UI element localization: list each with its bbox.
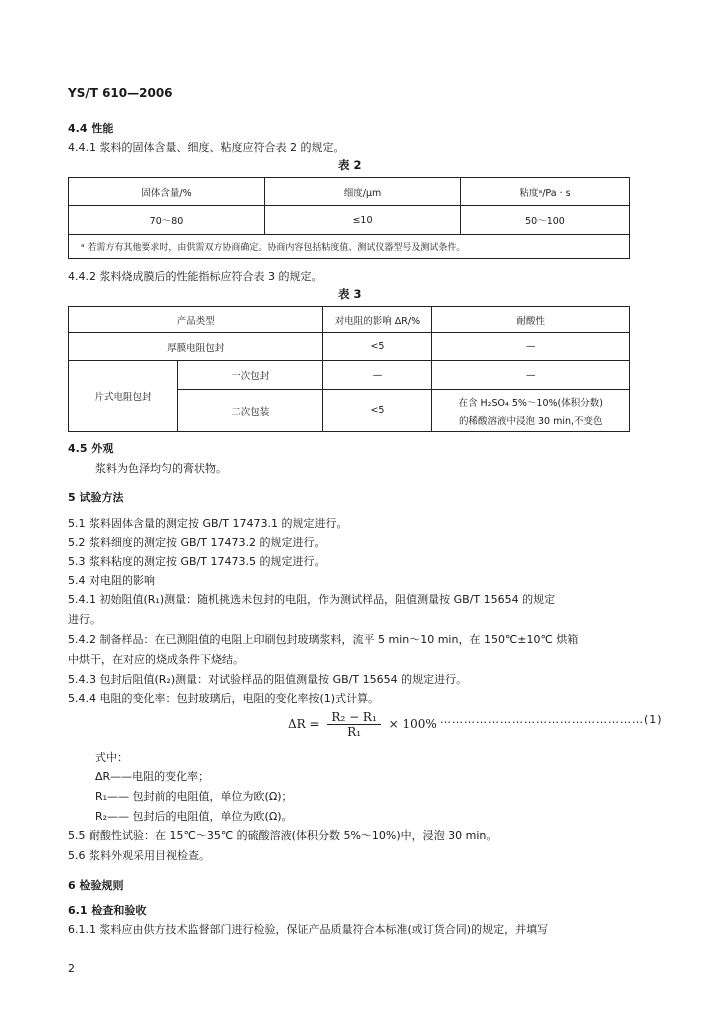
clause-5-3: 5.3 浆料粘度的测定按 GB/T 17473.5 的规定进行。 (68, 555, 326, 568)
t3-header-dr: 对电阻的影响 ΔR/% (323, 307, 432, 333)
t3-row3-dr: <5 (323, 390, 432, 432)
t3-row3-sub: 二次包装 (178, 390, 323, 432)
formula-fraction (327, 710, 380, 739)
table-3-caption: 表 3 (338, 287, 362, 301)
t2-cell-viscosity: 50～100 (461, 206, 630, 235)
clause-5-4: 5.4 对电阻的影响 (68, 574, 155, 587)
t3-header-acid: 耐酸性 (432, 307, 630, 333)
definition-r2: R₂—— 包封后的电阻值，单位为欧(Ω)。 (95, 810, 293, 823)
t3-row2-dr: — (323, 361, 432, 390)
definition-r1: R₁—— 包封前的电阻值，单位为欧(Ω)； (95, 790, 293, 803)
clause-5-4-2-line2: 中烘干，在对应的烧成条件下烧结。 (68, 653, 244, 666)
clause-4-4-1: 4.4.1 浆料的固体含量、细度、粘度应符合表 2 的规定。 (68, 141, 345, 154)
clause-4-4-2: 4.4.2 浆料烧成膜后的性能指标应符合表 3 的规定。 (68, 270, 323, 283)
t3-row1-acid: — (432, 333, 630, 361)
t2-cell-fineness: ≤10 (265, 206, 461, 235)
t3-row2-sub: 一次包封 (178, 361, 323, 390)
formula-1 (288, 710, 437, 739)
t3-row2-acid: — (432, 361, 630, 390)
standard-number: YS/T 610—2006 (68, 86, 173, 100)
formula-numerator: R₂ − R₁ (327, 710, 380, 725)
clause-5-5: 5.5 耐酸性试验：在 15℃～35℃ 的硫酸溶液(体积分数 5%～10%)中，浸泡 30 min。 (68, 829, 498, 842)
t3-header-type: 产品类型 (69, 307, 323, 333)
t3-row1-dr: <5 (323, 333, 432, 361)
t2-header-fineness: 细度/μm (265, 178, 461, 206)
table-2 (68, 177, 630, 259)
table-2-caption: 表 2 (338, 158, 362, 172)
clause-6-1-1: 6.1.1 浆料应由供方技术监督部门进行检验，保证产品质量符合本标准(或订货合同)的规定，并填写 (68, 923, 549, 936)
page-number: 2 (68, 962, 75, 975)
where-label: 式中： (95, 751, 128, 764)
section-4-5-body: 浆料为色泽均匀的膏状物。 (95, 462, 227, 475)
t2-header-solid: 固体含量/% (69, 178, 265, 206)
clause-5-4-1-line2: 进行。 (68, 613, 101, 626)
t2-footnote: ᵃ 若需方有其他要求时，由供需双方协商确定。协商内容包括粘度值、测试仪器型号及测试条件。 (69, 235, 630, 259)
clause-5-6: 5.6 浆料外观采用目视检查。 (68, 849, 210, 862)
section-4-5-heading: 4.5 外观 (68, 442, 114, 455)
t3-group-chip: 片式电阻包封 (69, 361, 178, 432)
t3-row3-acid-line1: 在含 H₂SO₄ 5%～10%(体积分数) (458, 397, 603, 409)
formula-denominator: R₁ (347, 725, 362, 739)
t3-row3-acid-line2: 的稀酸溶液中浸泡 30 min,不变色 (458, 415, 603, 427)
section-4-4-heading: 4.4 性能 (68, 122, 114, 135)
clause-5-2: 5.2 浆料细度的测定按 GB/T 17473.2 的规定进行。 (68, 536, 326, 549)
clause-5-4-2-line1: 5.4.2 制备样品：在已测阻值的电阻上印刷包封玻璃浆料，流平 5 min～10 min，在 150℃±10℃ 烘箱 (68, 633, 579, 646)
clause-5-4-3: 5.4.3 包封后阻值(R₂)测量：对试验样品的阻值测量按 GB/T 15654 的规定进行。 (68, 673, 468, 686)
clause-5-4-4: 5.4.4 电阻的变化率：包封玻璃后，电阻的变化率按(1)式计算。 (68, 692, 380, 705)
formula-rhs: × 100% (388, 717, 437, 731)
section-6-heading: 6 检验规则 (68, 879, 124, 892)
clause-5-1: 5.1 浆料固体含量的测定按 GB/T 17473.1 的规定进行。 (68, 517, 348, 530)
t2-cell-solid: 70～80 (69, 206, 265, 235)
formula-lhs: ΔR = (288, 717, 320, 731)
table-3 (68, 306, 630, 432)
t3-row1-type: 厚膜电阻包封 (69, 333, 323, 361)
definition-delta-r: ΔR——电阻的变化率； (95, 770, 210, 783)
t3-row3-acid (432, 390, 630, 432)
section-5-heading: 5 试验方法 (68, 491, 124, 504)
clause-6-1: 6.1 检查和验收 (68, 904, 147, 917)
t2-header-viscosity: 粘度ᵃ/Pa · s (461, 178, 630, 206)
clause-5-4-1-line1: 5.4.1 初始阻值(R₁)测量：随机挑选未包封的电阻，作为测试样品，阻值测量按 GB/T 15654 的规定 (68, 593, 556, 606)
formula-number: ……………………………………………(1) (440, 713, 663, 726)
